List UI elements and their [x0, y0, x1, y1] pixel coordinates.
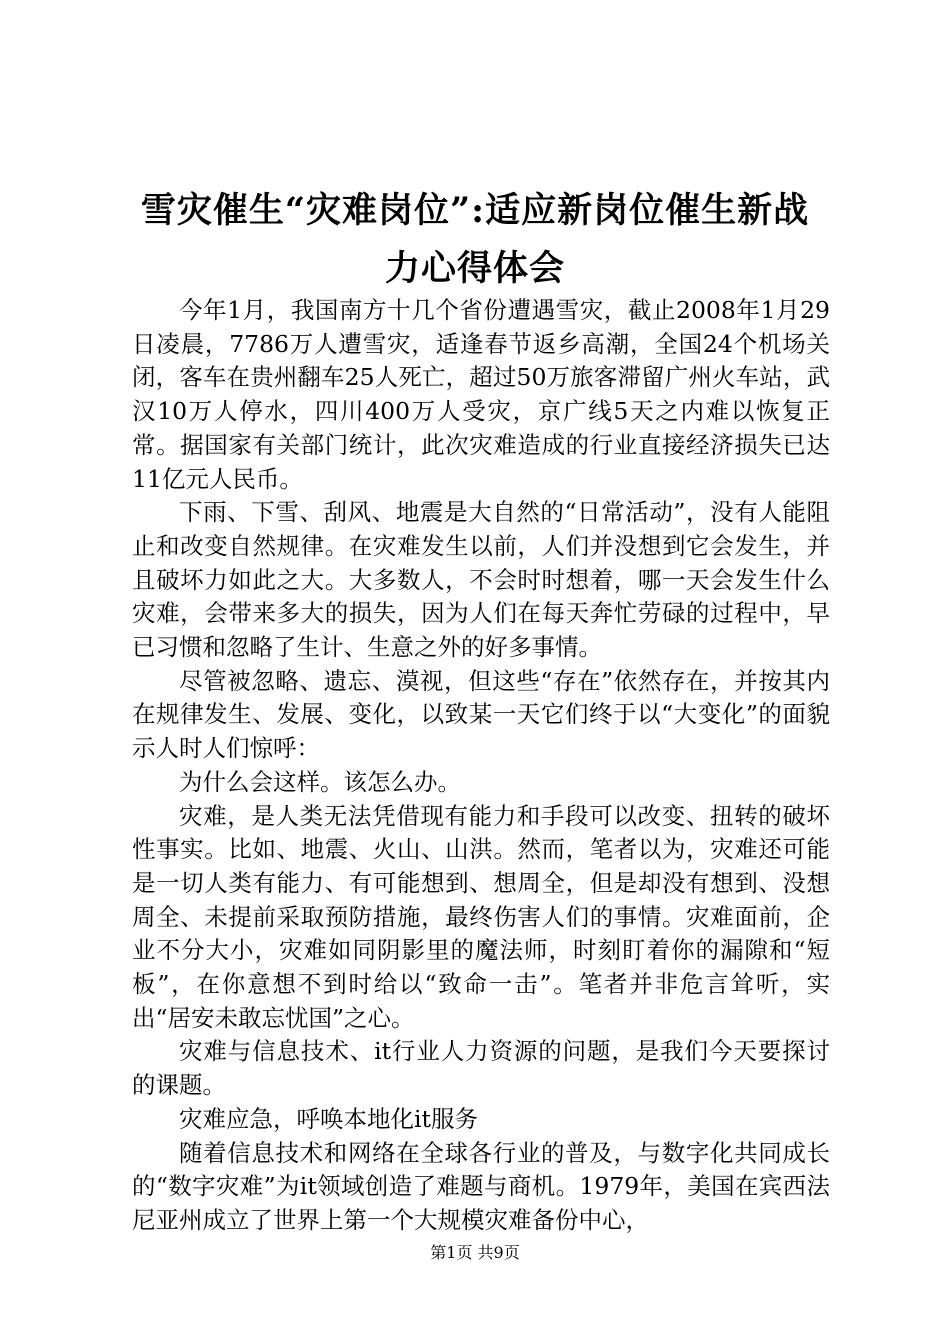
paragraph: 下雨、下雪、刮风、地震是大自然的“日常活动”，没有人能阻止和改变自然规律。在灾难发生以前，人们并没想到它会发生，并且破坏力如此之大。大多数人，不会时时想着，哪一天会发生什么灾难，会带来多大的损失，因为人们在每天奔忙劳碌的过程中，早已习惯和忽略了生计、生意之外的好多事情。 — [132, 498, 830, 662]
paragraph: 灾难，是人类无法凭借现有能力和手段可以改变、扭转的破坏性事实。比如、地震、火山、山洪。然而，笔者以为，灾难还可能是一切人类有能力、有可能想到、想周全，但是却没有想到、没想周全、未提前采取预防措施，最终伤害人们的事情。灾难面前，企业不分大小，灾难如同阴影里的魔法师，时刻盯着你的漏隙和“短板”，在你意想不到时给以“致命一击”。笔者并非危言耸听，实出“居安未敢忘忧国”之心。 — [132, 801, 830, 1032]
paragraph: 为什么会这样。该怎么办。 — [179, 767, 461, 796]
paragraph: 尽管被忽略、遗忘、漠视，但这些“存在”依然存在，并按其内在规律发生、发展、变化，以致某一天它们终于以“大变化”的面貌示人时人们惊呼： — [132, 666, 830, 763]
title-line-1: 雪灾催生“灾难岗位”:适应新岗位催生新战 — [140, 190, 810, 231]
page-number-footer: 第1页 共9页 — [430, 1243, 520, 1262]
document-title — [120, 182, 830, 298]
title-line-2: 力心得体会 — [384, 248, 565, 289]
paragraph: 随着信息技术和网络在全球各行业的普及，与数字化共同成长的“数字灾难”为it领域创造了难题与商机。1979年，美国在宾西法尼亚州成立了世界上第一个大规模灾难备份中心， — [132, 1138, 830, 1234]
document-body — [132, 294, 830, 1238]
paragraph: 灾难与信息技术、it行业人力资源的问题，是我们今天要探讨的课题。 — [132, 1037, 830, 1100]
paragraph: 今年1月，我国南方十几个省份遭遇雪灾，截止2008年1月29日凌晨，7786万人遭雪灾，适逢春节返乡高潮，全国24个机场关闭，客车在贵州翻车25人死亡，超过50万旅客滞留广州火车站，武汉10万人停水，四川400万人受灾，京广线5天之内难以恢复正常。据国家有关部门统计，此次灾难造成的行业直接经济损失已达11亿元人民币。 — [132, 296, 830, 493]
paragraph: 灾难应急，呼唤本地化it服务 — [179, 1104, 478, 1133]
